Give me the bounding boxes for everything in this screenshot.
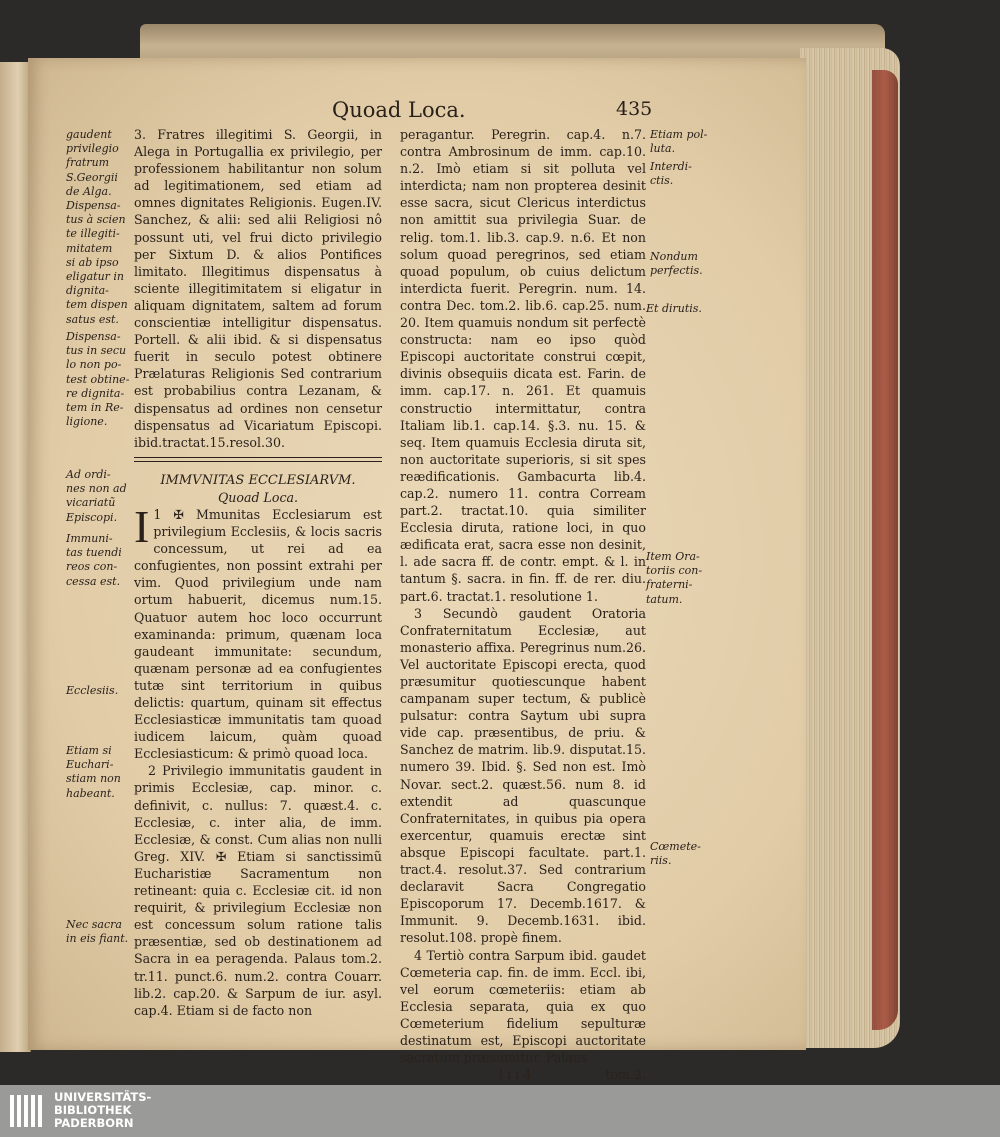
signature-mark: I i i 4 [498, 1067, 532, 1083]
library-logo-icon [8, 1091, 48, 1131]
text-column-right [400, 126, 646, 1083]
previous-page-edge [0, 62, 31, 1052]
margin-note-left-4: Immuni- tas tuendi reos con- cessa est. [66, 532, 122, 588]
running-head [320, 98, 800, 126]
paragraph-continuation: peragantur. Peregrin. cap.4. n.7. contra Ambrosinum de imm. cap.10. n.2. Imò etiam si sit polluta vel interdicta; nam non propterea desinit esse sacra, sicut Clericus interdictus non amittit sua privilegia Suar. de relig. tom.1. lib.3. cap.9. n.6. Et non solum quoad peregrinos, sed etiam quoad populum, ob cuius delictum interdicta fuerit. Peregrin. num. 14. contra Dec. tom.2. lib.6. cap.25. num. 20. Item quamuis nondum sit perfectè constructa: nam eo ipso quòd Episcopi auctoritate construi cœpit, divinis obsequiis dicata est. Farin. de imm. cap.17. n. 261. Et quamuis constructio intermittatur, contra Italiam lib.1. cap.14. §.3. nu. 15. & seq. Item quamuis Ecclesia diruta sit, non auctoritate superioris, si sit spes reædificationis. Gambacurta lib.4. cap.2. numero 11. contra Corream part.2. tractat.10. quia similiter Ecclesia diruta, ratione loci, in quo ædificata erat, sacra esse non desinit, l. ade sacra ff. de contr. empt. & l. in tantum §. sacra. in fin. ff. de rer. diu. part.6. tractat.1. resolutione 1. [400, 127, 646, 604]
library-name: UNIVERSITÄTS- BIBLIOTHEK PADERBORN [54, 1090, 152, 1130]
library-logo-bar [0, 1085, 1000, 1137]
paragraph-3-left: 3. Fratres illegitimi S. Georgii, in Alega in Portugallia ex privilegio, per professionem habilitantur non solum ad legitimationem, sed etiam ad omnes dignitates Religionis. Eugen.IV. Sanchez, & alii: sed alii Religiosi nô possunt uti, vel frui dicto privilegio per Sixtum D. & alios Pontifices limitato. Illegitimus dispensatus à sciente illegitimitatem si eligatur in aliquam dignitatem, saltem ad forum conscientiæ intelligitur dispensatus. Portell. & alii ibid. & si dispensatus fuerit in seculo potest obtinere Prælaturas Religionis Sed contrarium est probabilius contra Lezanam, & dispensatus ad ordines non censetur dispensatus ad Vicariatum Episcopi. ibid.tractat.15.resol.30. [134, 127, 382, 450]
running-head-title: Quoad Loca. [332, 98, 466, 122]
text-column-left [134, 126, 382, 1019]
drop-cap: I [134, 500, 150, 552]
page-number: 435 [616, 98, 653, 120]
margin-note-right-3: Nondum perfectis. [650, 250, 703, 278]
paragraph-2: 2 Privilegio immunitatis gaudent in primis Ecclesiæ, cap. minor. c. definivit, c. nullus: 7. quæst.4. c. Ecclesiæ, c. inter alia, de imm. Ecclesiæ, & const. Cum alias non nulli Greg. XIV. ✠ Etiam si sanctissimũ Eucharistiæ Sacramentum non retineant: quia c. Ecclesiæ cit. id non requirit, & privilegium Ecclesiæ non est concessum solum ratione talis præsentiæ, sed ob destinationem ad Sacra in ea peragenda. Palaus tom.2. tr.11. punct.6. num.2. contra Couarr. lib.2. cap.20. & Sarpum de iur. asyl. cap.4. Etiam si de facto non [134, 763, 382, 1018]
paragraph-3-right: 3 Secundò gaudent Oratoria Confraternitatum Ecclesiæ, aut monasterio affixa. Peregrinus num.26. Vel auctoritate Episcopi erecta, quod præsumitur quotiescunque habent campanam super tectum, & publicè pulsatur: contra Saytum ubi supra vide cap. præsentibus, de priu. & Sanchez de matrim. lib.9. disputat.15. numero 39. Ibid. §. Sed non est. Imò Novar. sect.2. quæst.56. num 8. id extendit ad quascunque Confraternitates, in quibus pia opera exercentur, quamuis erectæ sint absque Episcopi facultate. part.1. tract.4. resolut.37. Sed contrarium declaravit Sacra Congregatio Episcoporum 17. Decemb.1617. & Immunit. 9. Decemb.1631. ibid. resolut.108. propè finem. [400, 605, 646, 946]
margin-note-right-6: Cœmete- riis. [650, 840, 701, 868]
margin-note-right-4: Et dirutis. [646, 302, 702, 315]
section-title: IMMVNITAS ECCLESIARVM. [160, 472, 356, 488]
section-subtitle: Quoad Loca. [217, 489, 299, 505]
paragraph-4: 4 Tertiò contra Sarpum ibid. gaudet Cœmeteria cap. fin. de imm. Eccl. ibi, vel eorum cœmeteriis: etiam ab Ecclesia separata, quia ex quo Cœmeterium fidelium sepulturæ destinatum est, Episcopi auctoritate sacratum præsumitur. Palaus [400, 947, 646, 1066]
margin-note-left-3: Ad ordi- nes non ad vicariatũ Episcopi. [66, 468, 127, 524]
margin-note-right-5: Item Ora- toriis con- fraterni- tatum. [646, 550, 703, 606]
page-footer [400, 1066, 646, 1083]
section-rule [134, 457, 382, 462]
margin-note-left-2: Dispensa- tus in secu lo non po- test obtine- re dignita- tem in Re- ligione. [66, 330, 130, 429]
margin-note-left-5: Ecclesiis. [66, 684, 119, 697]
paragraph-1: 1 ✠ Mmunitas Ecclesiarum est privilegium Ecclesiis, & locis sacris concessum, ut rei ad ea confugientes, non possint extrahi per vim. Quod privilegium unde nam ortum habuerit, dicemus num.15. Quatuor autem hoc loco occurrunt examinanda: primum, quænam loca gaudeant immunitate: secundum, quænam personæ ad ea confugientes tutæ sint territorium in quibus delictis: quartum, quinam sit effectus Ecclesiasticæ immunitatis tam quoad iudicem laicum, quàm quoad Ecclesiasticum: & primò quoad loca. [134, 506, 382, 762]
margin-note-right-2: Interdi- ctis. [650, 160, 692, 188]
catchword: tom.2. [605, 1067, 646, 1083]
margin-note-left-6: Etiam si Euchari- stiam non habeant. [66, 744, 121, 800]
margin-note-left-7: Nec sacra in eis fiant. [66, 918, 129, 946]
book-red-edge [872, 70, 898, 1030]
margin-note-left-1: gaudent privilegio fratrum S.Georgii de Alga. Dispensa- tus à scien te illegiti- mitatem si ab ipso eligatur in dignita- tem dispen satus est. [66, 128, 128, 326]
margin-note-right-1: Etiam pol- luta. [650, 128, 708, 156]
